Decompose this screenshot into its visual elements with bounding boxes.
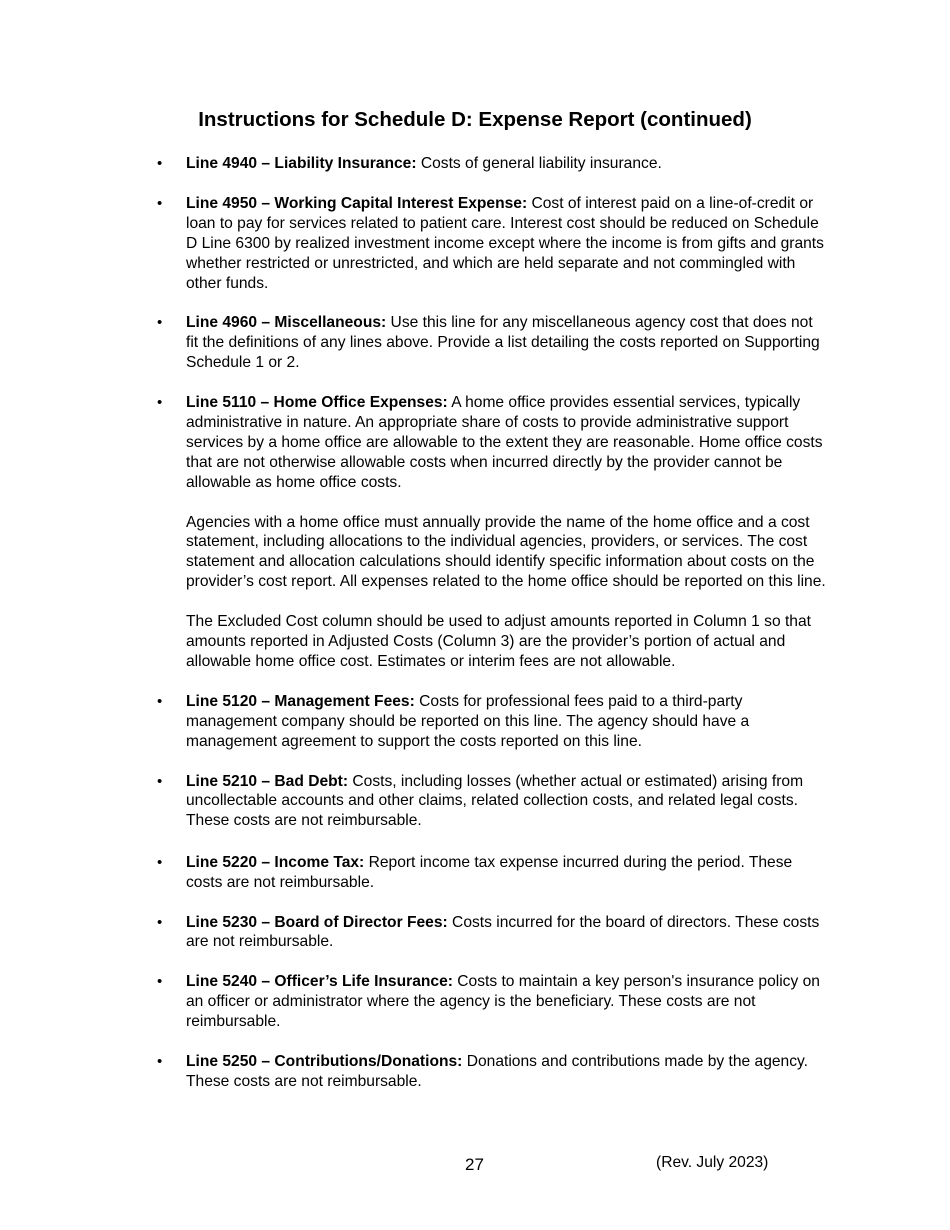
bullet-icon: • xyxy=(157,692,163,710)
item-paragraph: The Excluded Cost column should be used to adjust amounts reported in Column 1 so that amounts reported in Adjusted Costs (Column 3) are the provider’s portion of actual and allowable home office cost. Estimates or interim fees are not allowable. xyxy=(186,613,811,670)
item-label: Line 5230 – Board of Director Fees: xyxy=(186,913,448,931)
revision-date: (Rev. July 2023) xyxy=(656,1154,769,1171)
bullet-icon: • xyxy=(157,772,163,790)
list-item xyxy=(157,913,826,953)
item-paragraph: Agencies with a home office must annually provide the name of the home office and a cost statement, including allocations to the individual agencies, providers, or services. The cost statement and allocation calculations should identify specific information about costs on the provider’s cost report. All expenses related to the home office should be reported on this line. xyxy=(186,513,826,591)
instruction-list xyxy=(157,154,826,1112)
bullet-icon: • xyxy=(157,853,163,871)
item-text: Costs to maintain a key person's insurance policy on an officer or administrator where the agency is the beneficiary. These costs are not reimbursable. xyxy=(186,973,820,1031)
item-label: Line 4960 – Miscellaneous: xyxy=(186,314,387,332)
list-item xyxy=(157,154,826,174)
list-item xyxy=(157,692,826,752)
bullet-icon: • xyxy=(157,194,163,212)
item-label: Line 5120 – Management Fees: xyxy=(186,692,415,710)
list-item xyxy=(157,853,826,893)
list-item xyxy=(157,772,826,832)
list-item xyxy=(157,313,826,373)
bullet-icon: • xyxy=(157,314,163,332)
item-label: Line 5240 – Officer’s Life Insurance: xyxy=(186,973,453,991)
item-label: Line 4940 – Liability Insurance: xyxy=(186,155,417,172)
list-item xyxy=(157,1052,826,1092)
bullet-icon: • xyxy=(157,394,163,412)
page-number: 27 xyxy=(465,1155,484,1174)
item-text: Costs of general liability insurance. xyxy=(416,155,662,172)
item-text: Costs incurred for the board of directors. These costs are not reimbursable. xyxy=(186,913,820,951)
page-title: Instructions for Schedule D: Expense Report (continued) xyxy=(198,108,752,131)
bullet-icon: • xyxy=(157,913,163,931)
item-label: Line 5110 – Home Office Expenses: xyxy=(186,394,448,412)
item-text: Costs for professional fees paid to a third-party management company should be reported on this line. The agency should have a management agreement to support the costs reported on this line. xyxy=(186,692,750,750)
item-text: Report income tax expense incurred during the period. These costs are not reimbursable. xyxy=(186,853,793,891)
item-text: Donations and contributions made by the agency. These costs are not reimbursable. xyxy=(186,1053,808,1090)
list-item xyxy=(157,194,826,294)
item-label: Line 5220 – Income Tax: xyxy=(186,853,365,871)
item-label: Line 5210 – Bad Debt: xyxy=(186,772,349,790)
item-label: Line 4950 – Working Capital Interest Expense: xyxy=(186,194,528,212)
item-text: A home office provides essential services, typically administrative in nature. An appropriate share of costs to provide administrative support services by a home office are allowable to the extent they are reasonable. Home office costs that are not otherwise allowable costs when incurred directly by the provider cannot be allowable as home office costs. xyxy=(186,394,823,491)
item-label: Line 5250 – Contributions/Donations: xyxy=(186,1053,463,1071)
bullet-icon: • xyxy=(157,1053,163,1071)
bullet-icon: • xyxy=(157,155,163,172)
item-text: Cost of interest paid on a line-of-credit or loan to pay for services related to patient care. Interest cost should be reduced on Schedule D Line 6300 by realized investment income except where the income is from gifts and grants whether restricted or unrestricted, and which are held separate and not commingled with other funds. xyxy=(186,194,824,292)
item-text: Costs, including losses (whether actual or estimated) arising from uncollectable accounts and other claims, related collection costs, and related legal costs. These costs are not reimbursable. xyxy=(186,772,804,830)
list-item xyxy=(157,972,826,1032)
bullet-icon: • xyxy=(157,973,163,991)
item-text: Use this line for any miscellaneous agency cost that does not fit the definitions of any lines above. Provide a list detailing the costs reported on Supporting Schedule 1 or 2. xyxy=(186,314,820,372)
list-item xyxy=(157,393,826,672)
